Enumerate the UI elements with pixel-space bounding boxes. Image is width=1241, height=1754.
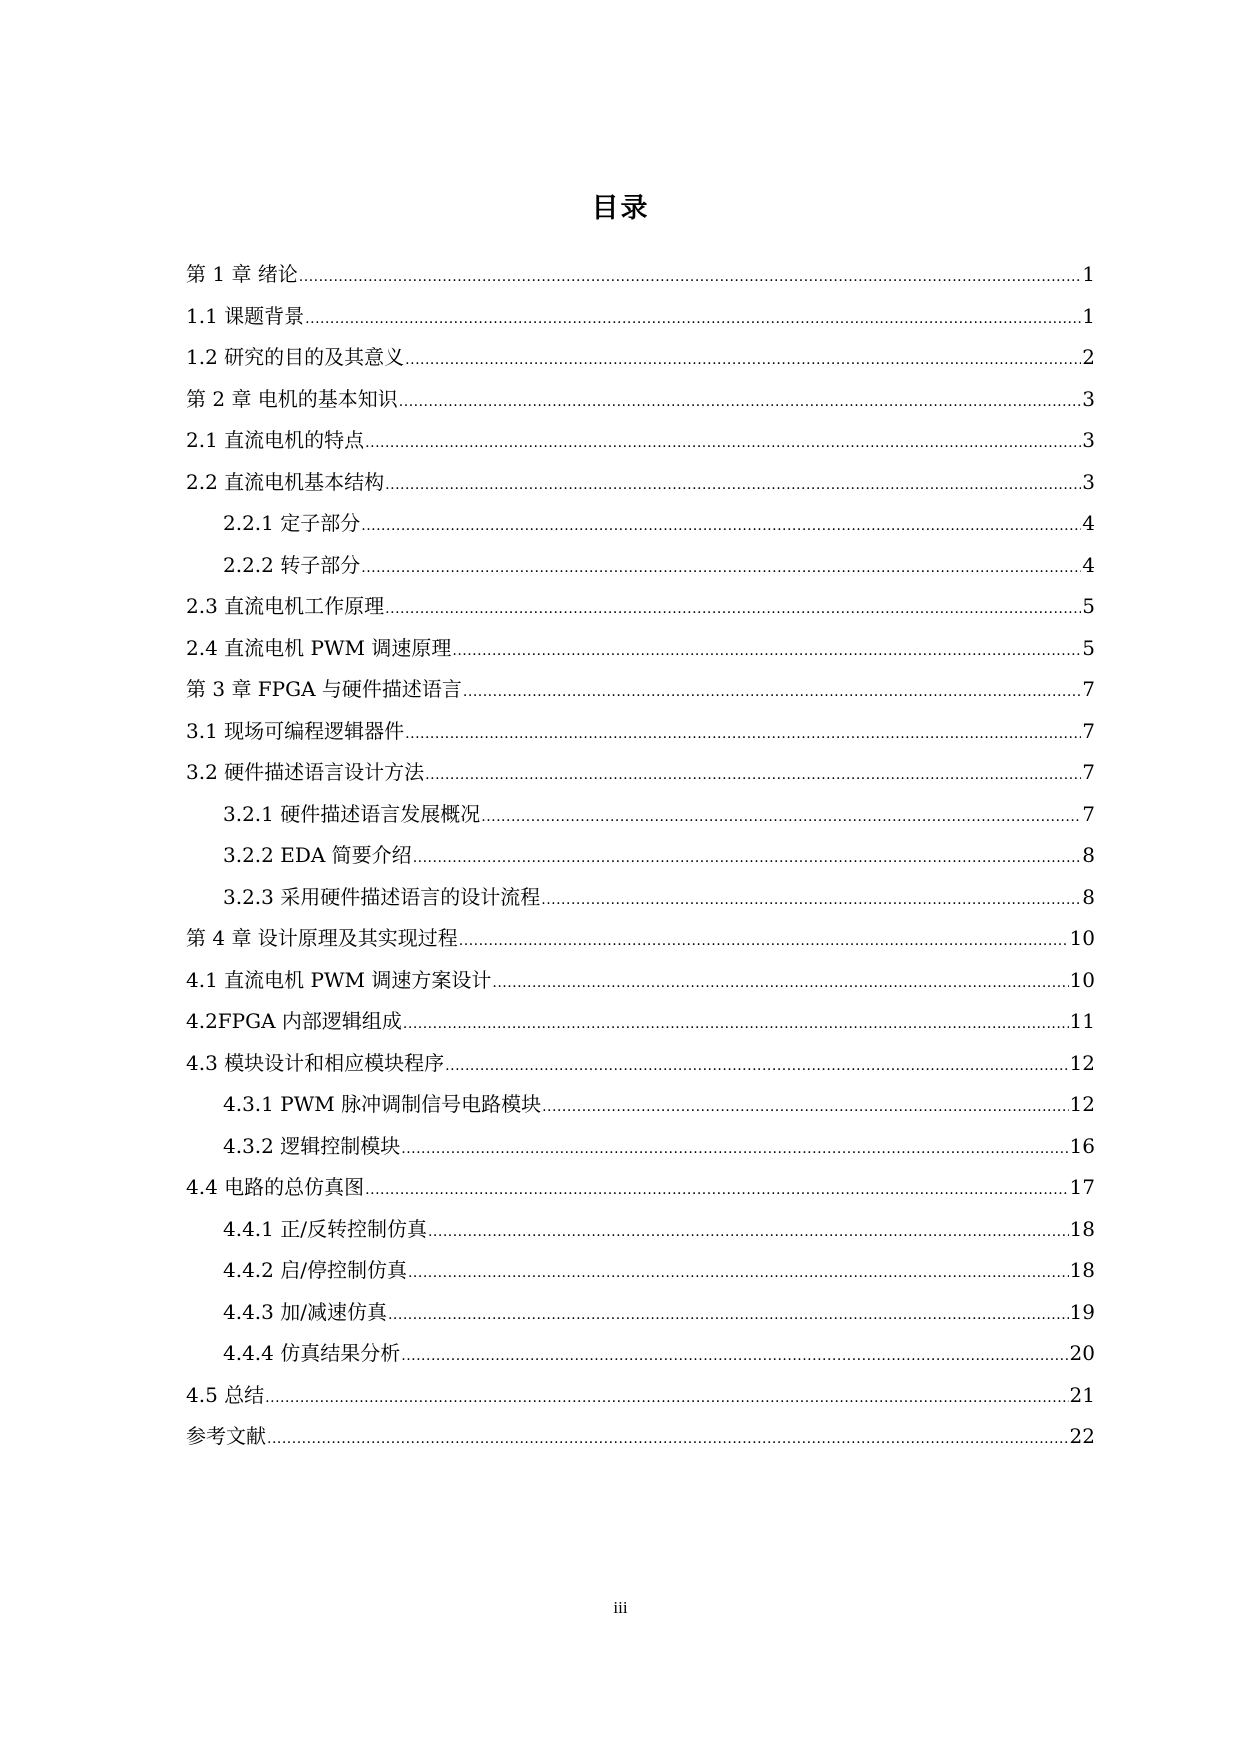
toc-leader-dots: [385, 477, 1081, 493]
table-of-contents: [186, 258, 1095, 1462]
toc-entry-page: 16: [1069, 1133, 1095, 1158]
toc-leader-dots: [265, 1390, 1068, 1406]
toc-entry-page: 10: [1069, 926, 1095, 950]
toc-entry-label: 3.2.3 采用硬件描述语言的设计流程: [223, 884, 541, 909]
toc-entry[interactable]: [186, 549, 1095, 591]
page-number: iii: [613, 1598, 628, 1617]
toc-entry-label: 2.1 直流电机的特点: [186, 428, 365, 452]
toc-entry[interactable]: [186, 466, 1095, 508]
toc-entry-page: 7: [1082, 760, 1095, 784]
toc-entry[interactable]: [186, 1047, 1095, 1089]
toc-entry-label: 参考文献: [186, 1424, 266, 1448]
toc-entry-label: 3.2 硬件描述语言设计方法: [186, 760, 425, 784]
toc-entry[interactable]: [186, 632, 1095, 674]
toc-entry-page: 3: [1082, 469, 1095, 494]
toc-entry[interactable]: [186, 922, 1095, 964]
toc-entry-label: 1.2 研究的目的及其意义: [186, 345, 405, 369]
toc-entry-label: 4.4.3 加/减速仿真: [223, 1299, 387, 1324]
toc-entry-page: 3: [1082, 386, 1095, 411]
toc-leader-dots: [408, 1265, 1069, 1281]
toc-entry-label: 第 3 章 FPGA 与硬件描述语言: [186, 677, 462, 701]
toc-leader-dots: [401, 1348, 1068, 1364]
toc-entry-label: 4.4 电路的总仿真图: [186, 1175, 365, 1199]
toc-entry-page: 5: [1082, 635, 1095, 660]
toc-entry-label: 3.2.2 EDA 简要介绍: [223, 843, 412, 867]
toc-leader-dots: [405, 352, 1081, 368]
toc-leader-dots: [305, 311, 1081, 327]
toc-entry[interactable]: [186, 839, 1095, 881]
toc-entry-label: 4.3.2 逻辑控制模块: [223, 1133, 401, 1158]
toc-entry-page: 1: [1082, 303, 1095, 328]
toc-entry-page: 18: [1069, 1258, 1095, 1282]
toc-entry-page: 7: [1082, 801, 1095, 826]
toc-entry-page: 8: [1082, 843, 1095, 867]
toc-leader-dots: [459, 933, 1069, 949]
toc-entry-label: 2.2.2 转子部分: [223, 552, 361, 577]
toc-entry[interactable]: [186, 1379, 1095, 1421]
toc-entry-label: 4.3 模块设计和相应模块程序: [186, 1050, 445, 1075]
toc-entry-page: 2: [1082, 345, 1095, 369]
toc-entry-page: 11: [1069, 1009, 1095, 1033]
toc-entry-label: 4.3.1 PWM 脉冲调制信号电路模块: [223, 1092, 542, 1116]
toc-entry-page: 1: [1082, 262, 1095, 286]
toc-entry-label: 第 1 章 绪论: [186, 262, 298, 286]
toc-entry-page: 22: [1069, 1424, 1095, 1448]
toc-entry[interactable]: [186, 507, 1095, 549]
toc-entry-label: 4.4.2 启/停控制仿真: [223, 1258, 407, 1282]
toc-leader-dots: [445, 1058, 1068, 1074]
toc-leader-dots: [425, 767, 1081, 783]
toc-leader-dots: [403, 1016, 1069, 1032]
toc-entry[interactable]: [186, 590, 1095, 632]
toc-leader-dots: [405, 726, 1081, 742]
toc-leader-dots: [365, 435, 1081, 451]
toc-entry-page: 19: [1069, 1299, 1095, 1324]
toc-leader-dots: [428, 1224, 1069, 1240]
toc-entry-label: 4.2FPGA 内部逻辑组成: [186, 1009, 402, 1033]
toc-leader-dots: [299, 269, 1081, 285]
toc-entry[interactable]: [186, 341, 1095, 383]
toc-leader-dots: [463, 684, 1081, 700]
toc-entry-page: 20: [1069, 1341, 1095, 1365]
toc-entry[interactable]: [186, 756, 1095, 798]
toc-entry-label: 3.2.1 硬件描述语言发展概况: [223, 801, 481, 826]
toc-entry[interactable]: [186, 300, 1095, 342]
toc-leader-dots: [385, 601, 1081, 617]
toc-entry-page: 5: [1082, 594, 1095, 618]
toc-entry-label: 1.1 课题背景: [186, 303, 305, 328]
toc-entry-page: 12: [1069, 1050, 1095, 1075]
toc-entry-page: 18: [1069, 1216, 1095, 1241]
toc-entry[interactable]: [186, 1213, 1095, 1255]
toc-entry[interactable]: [186, 1296, 1095, 1338]
toc-entry-label: 2.2.1 定子部分: [223, 511, 361, 535]
toc-entry-page: 4: [1082, 511, 1095, 535]
toc-entry-label: 4.4.4 仿真结果分析: [223, 1341, 401, 1365]
toc-entry-page: 8: [1082, 884, 1095, 909]
toc-leader-dots: [361, 560, 1081, 576]
toc-entry[interactable]: [186, 258, 1095, 300]
toc-leader-dots: [542, 1099, 1068, 1115]
toc-entry[interactable]: [186, 798, 1095, 840]
toc-leader-dots: [481, 809, 1081, 825]
toc-entry-label: 4.5 总结: [186, 1382, 265, 1407]
toc-leader-dots: [388, 1307, 1069, 1323]
toc-entry[interactable]: [186, 1088, 1095, 1130]
toc-entry-page: 7: [1082, 677, 1095, 701]
toc-entry-label: 4.1 直流电机 PWM 调速方案设计: [186, 967, 492, 992]
toc-entry-page: 12: [1069, 1092, 1095, 1116]
page-title: 目录: [591, 193, 650, 224]
toc-leader-dots: [492, 975, 1068, 991]
toc-entry[interactable]: [186, 424, 1095, 466]
toc-leader-dots: [267, 1431, 1069, 1447]
toc-leader-dots: [413, 850, 1082, 866]
toc-entry[interactable]: [186, 1420, 1095, 1462]
toc-entry[interactable]: [186, 1337, 1095, 1379]
toc-entry-page: 21: [1069, 1382, 1095, 1407]
toc-entry-label: 第 2 章 电机的基本知识: [186, 386, 398, 411]
toc-entry-page: 4: [1082, 552, 1095, 577]
toc-entry-page: 17: [1069, 1175, 1095, 1199]
toc-entry[interactable]: [186, 673, 1095, 715]
toc-leader-dots: [361, 518, 1081, 534]
toc-entry[interactable]: [186, 1171, 1095, 1213]
toc-leader-dots: [365, 1182, 1068, 1198]
toc-leader-dots: [401, 1141, 1068, 1157]
toc-leader-dots: [399, 394, 1081, 410]
toc-entry-label: 3.1 现场可编程逻辑器件: [186, 718, 405, 743]
toc-entry[interactable]: [186, 1005, 1095, 1047]
toc-entry-label: 第 4 章 设计原理及其实现过程: [186, 926, 458, 950]
toc-entry-label: 4.4.1 正/反转控制仿真: [223, 1216, 427, 1241]
toc-entry-page: 3: [1082, 428, 1095, 452]
toc-leader-dots: [541, 892, 1081, 908]
toc-entry[interactable]: [186, 881, 1095, 923]
toc-entry-page: 10: [1069, 967, 1095, 992]
toc-entry[interactable]: [186, 1130, 1095, 1172]
toc-leader-dots: [452, 643, 1081, 659]
toc-entry-label: 2.2 直流电机基本结构: [186, 469, 385, 494]
toc-entry[interactable]: [186, 1254, 1095, 1296]
toc-entry[interactable]: [186, 964, 1095, 1006]
toc-entry[interactable]: [186, 715, 1095, 757]
toc-entry-label: 2.3 直流电机工作原理: [186, 594, 385, 618]
toc-entry-label: 2.4 直流电机 PWM 调速原理: [186, 635, 452, 660]
toc-entry-page: 7: [1082, 718, 1095, 743]
toc-entry[interactable]: [186, 383, 1095, 425]
